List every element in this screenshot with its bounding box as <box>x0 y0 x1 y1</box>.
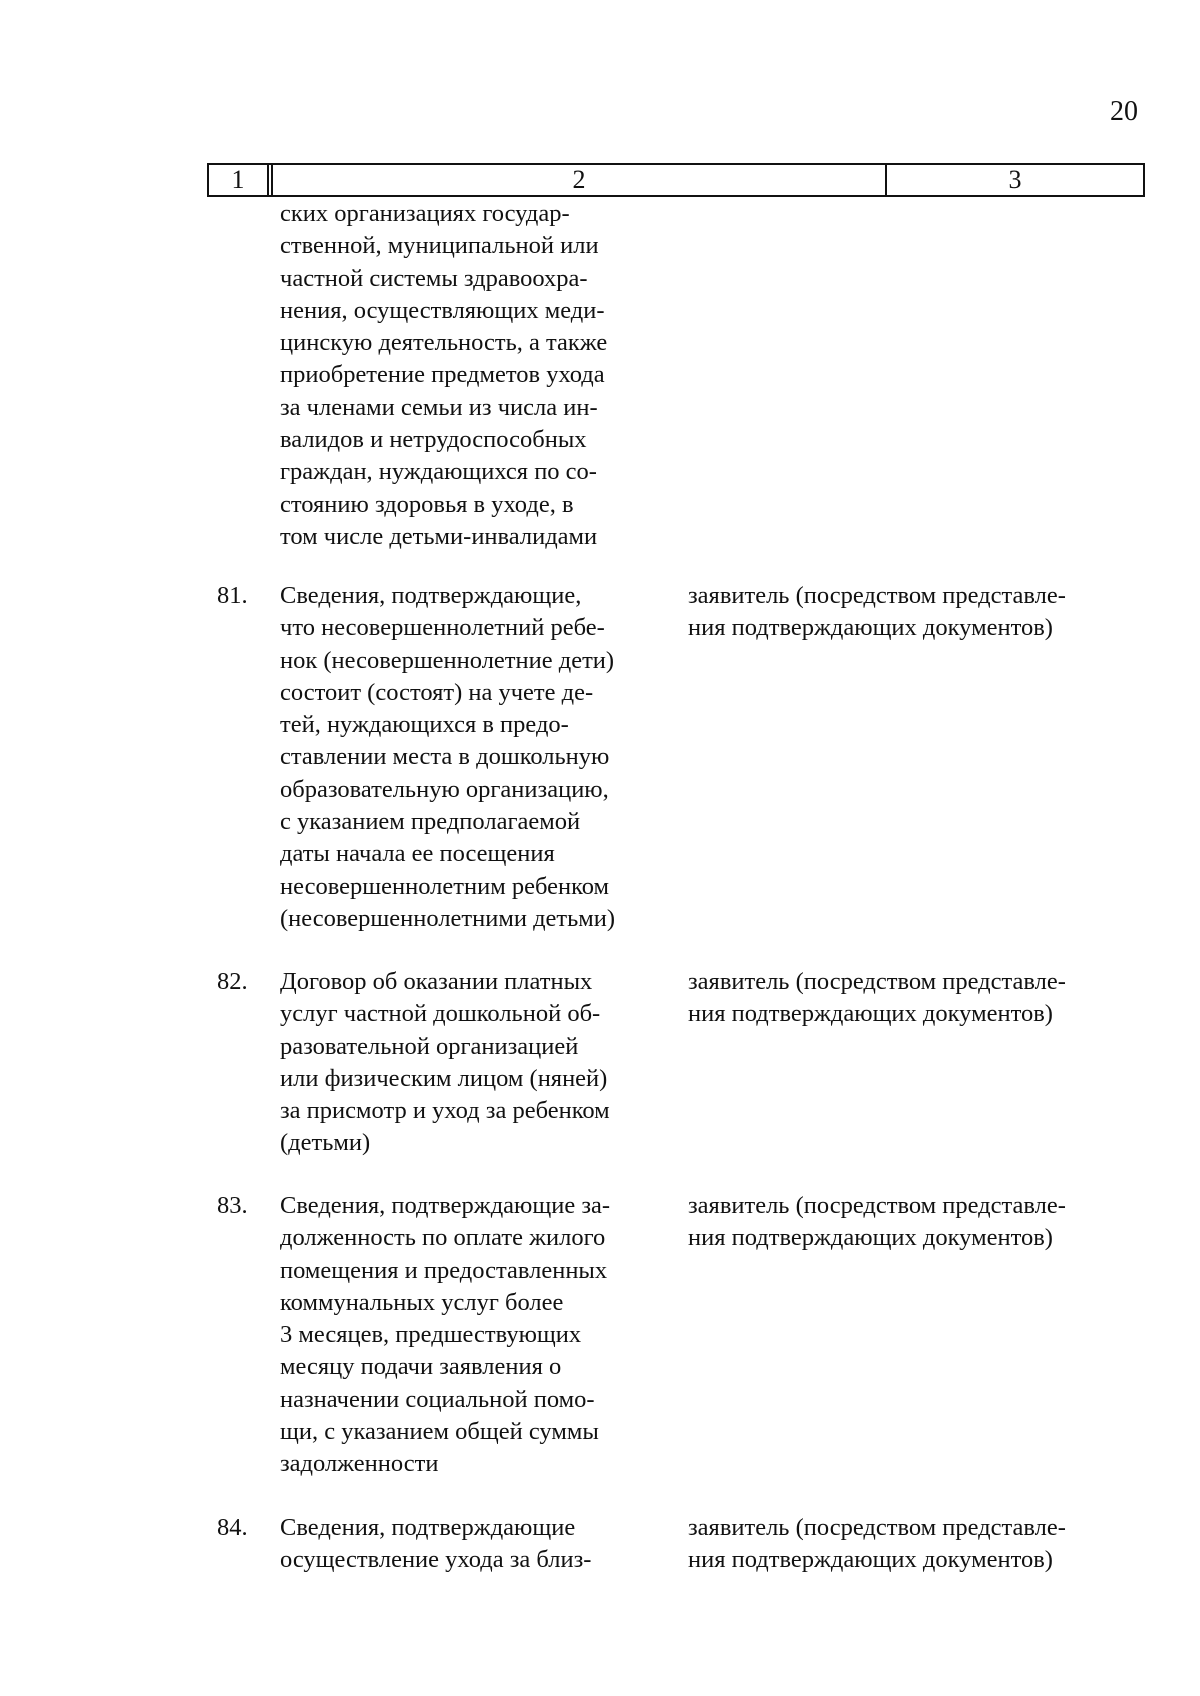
row-description: Договор об оказании платных услуг частной дошкольной об- разовательной организацией или физическим лицом (няней) за присмотр и уход за ребенком (детьми) <box>280 968 610 1157</box>
continuation-text: ских организациях государ- ственной, муниципальной или частной системы здравоохра- нения, осуществляющих меди- цинскую деятельность, а также приобретение предметов ухода за членами семьи из числа ин- валидов и нетрудоспособных граждан, нуждающихся по со- стоянию здоровья в уходе, в том числе детьми-инвалидами <box>280 200 608 550</box>
row-description: Сведения, подтверждающие за- долженность по оплате жилого помещения и предоставленных коммунальных услуг более 3 месяцев, предшествующих месяцу подачи заявления о назначении социальной помо- щи, с указанием общей суммы задолженности <box>280 1192 611 1478</box>
row-number: 84. <box>217 1514 248 1541</box>
header-cell-3: 3 <box>1008 165 1022 194</box>
row-source: заявитель (посредством представле- ния подтверждающих документов) <box>688 1192 1066 1252</box>
page-number: 20 <box>1110 96 1138 127</box>
row-source: заявитель (посредством представле- ния подтверждающих документов) <box>688 968 1066 1028</box>
row-source: заявитель (посредством представле- ния подтверждающих документов) <box>688 1514 1066 1574</box>
header-cell-1: 1 <box>209 165 269 195</box>
row-number: 81. <box>217 582 248 609</box>
row-number: 83. <box>217 1192 248 1219</box>
row-source: заявитель (посредством представле- ния подтверждающих документов) <box>688 582 1066 642</box>
row-number: 82. <box>217 968 248 995</box>
header-cell-2: 2 <box>273 165 887 195</box>
row-description: Сведения, подтверждающие осуществление ухода за близ- <box>280 1514 592 1574</box>
table-header-row <box>207 163 1145 197</box>
row-description: Сведения, подтверждающие, что несовершеннолетний ребе- нок (несовершеннолетние дети) состоит (состоят) на учете де- тей, нуждающихся в предо- ставлении места в дошкольную образовательную организацию, с указанием предполагаемой даты начала ее посещения несовершеннолетним ребенком (несовершеннолетними детьми) <box>280 582 616 932</box>
